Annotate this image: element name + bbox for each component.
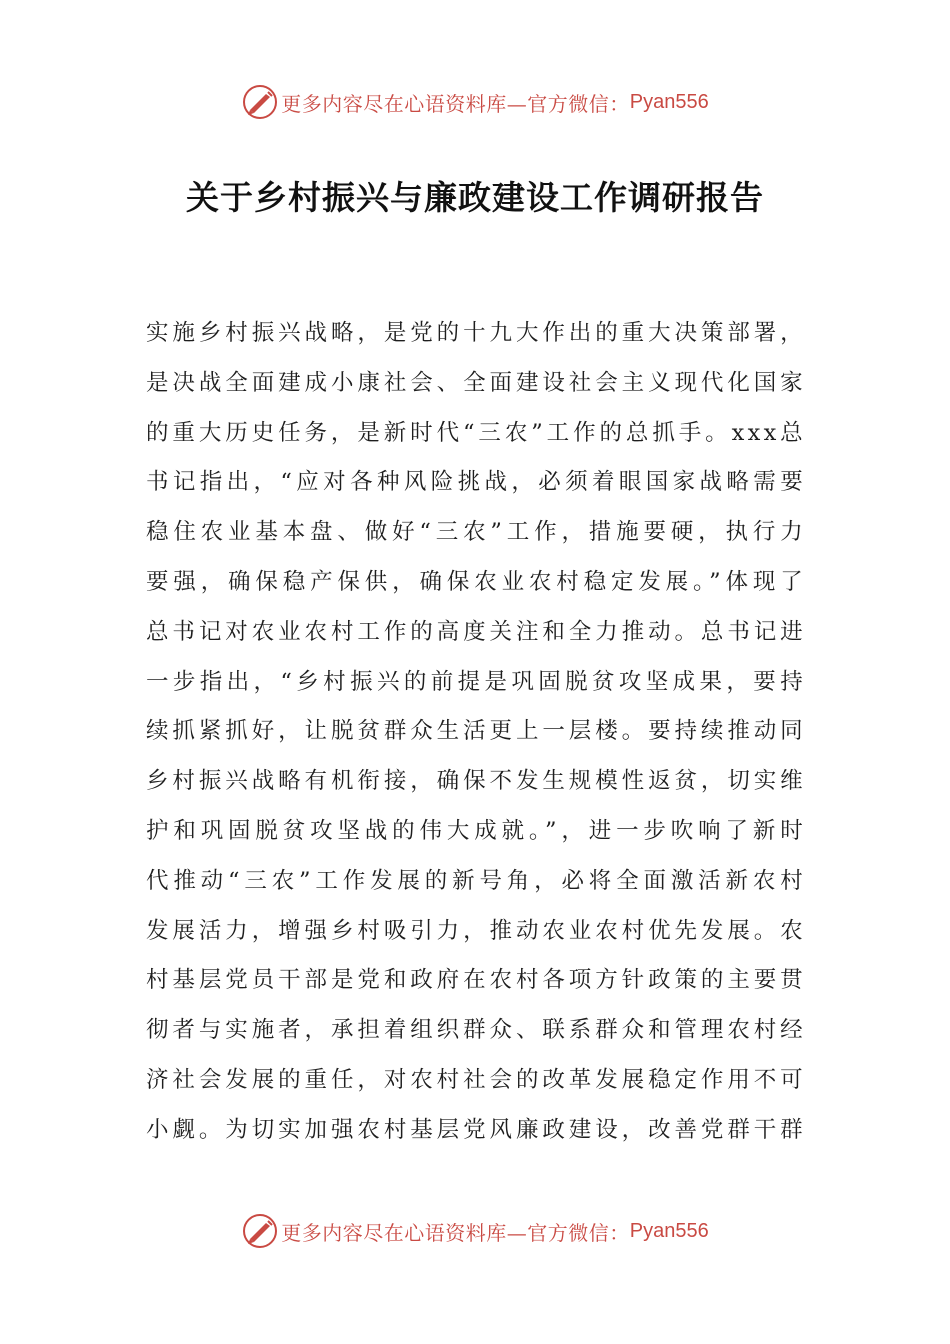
body-line: 总书记对农业农村工作的高度关注和全力推动。总书记进 [146, 618, 806, 645]
body-line: 书记指出，“应对各种风险挑战，必须着眼国家战略需要 [146, 469, 806, 496]
body-line: 的重大历史任务，是新时代“三农”工作的总抓手。xxx总 [146, 419, 806, 446]
body-paragraph [146, 309, 806, 1156]
header-watermark [0, 82, 950, 122]
footer-watermark [0, 1211, 950, 1251]
body-line: 小觑。为切实加强农村基层党风廉政建设，改善党群干群 [146, 1116, 806, 1143]
body-line: 代推动“三农”工作发展的新号角，必将全面激活新农村 [146, 867, 806, 894]
watermark-wechat-id: Pyan556 [629, 90, 709, 113]
body-line: 稳住农业基本盘、做好“三农”工作，措施要硬，执行力 [146, 519, 806, 546]
watermark-text: 更多内容尽在心语资料库—官方微信： [281, 1220, 630, 1245]
body-line: 乡村振兴战略有机衔接，确保不发生规模性返贫，切实维 [146, 768, 806, 795]
body-line: 济社会发展的重任，对农村社会的改革发展稳定作用不可 [146, 1066, 806, 1093]
document-title: 关于乡村振兴与廉政建设工作调研报告 [186, 178, 764, 217]
watermark-wechat-id: Pyan556 [629, 1219, 709, 1242]
pen-logo-icon [241, 83, 279, 121]
body-line: 村基层党员干部是党和政府在农村各项方针政策的主要贯 [146, 967, 806, 994]
body-line: 护和巩固脱贫攻坚战的伟大成就。”，进一步吹响了新时 [146, 817, 806, 844]
watermark-text: 更多内容尽在心语资料库—官方微信： [281, 91, 630, 116]
body-line: 续抓紧抓好，让脱贫群众生活更上一层楼。要持续推动同 [146, 718, 806, 745]
body-line: 实施乡村振兴战略，是党的十九大作出的重大决策部署， [146, 320, 806, 346]
body-line: 彻者与实施者，承担着组织群众、联系群众和管理农村经 [146, 1017, 806, 1044]
pen-logo-icon [241, 1212, 279, 1250]
body-line: 是决战全面建成小康社会、全面建设社会主义现代化国家 [146, 369, 806, 396]
body-line: 一步指出，“乡村振兴的前提是巩固脱贫攻坚成果，要持 [146, 668, 806, 695]
body-line: 要强，确保稳产保供，确保农业农村稳定发展。”体现了 [146, 568, 806, 595]
body-line: 发展活力，增强乡村吸引力，推动农业农村优先发展。农 [146, 917, 806, 944]
